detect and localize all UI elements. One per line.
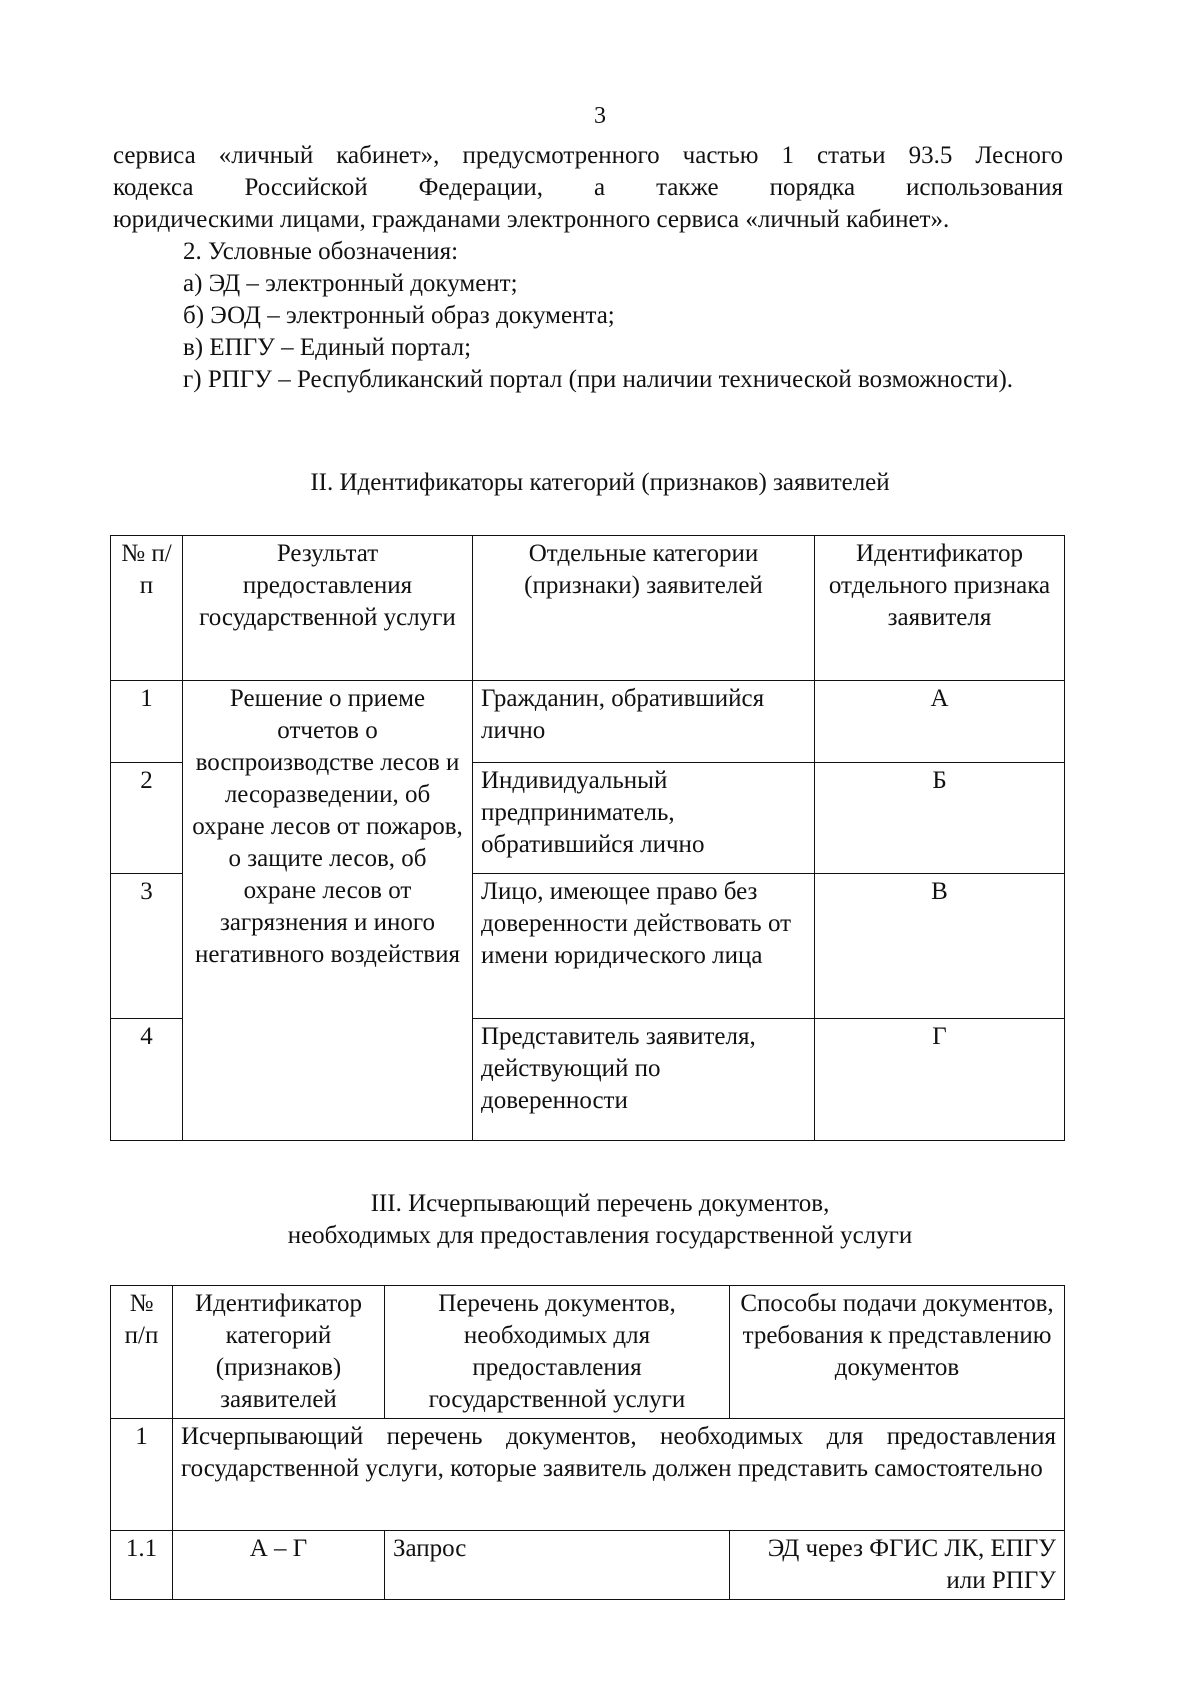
documents-table [110,1285,1065,1600]
category-id-cell: А – Г [173,1531,385,1600]
submission-method-cell: ЭД через ФГИС ЛК, ЕПГУ или РПГУ [730,1531,1065,1600]
identifier-cell: А [815,681,1065,763]
row-num: 1 [111,1419,173,1531]
identifier-cell: Б [815,763,1065,874]
document-cell: Запрос [385,1531,730,1600]
row-num: 2 [111,763,183,874]
row-num: 1 [111,681,183,763]
header-submission-methods: Способы подачи документов, требования к представлению документов [730,1286,1065,1419]
intro-line-3: юридическими лицами, гражданами электронного сервиса «личный кабинет». [113,206,950,233]
table-row [111,681,1065,763]
category-cell: Индивидуальный предприниматель, обратившийся лично [473,763,815,874]
legend-item-rpgu: г) РПГУ – Республиканский портал (при наличии технической возможности). [183,366,1014,393]
row-num: 1.1 [111,1531,173,1600]
legend-item-epgu: в) ЕПГУ – Единый портал; [183,334,472,361]
row-num: 4 [111,1019,183,1141]
header-result: Результат предоставления государственной услуги [183,536,473,681]
table-row [111,1531,1065,1600]
intro-line-2: кодекса Российской Федерации, а также порядка использования [113,174,1063,201]
header-num: № п/п [111,536,183,681]
section-2-title: II. Идентификаторы категорий (признаков) заявителей [310,469,890,496]
category-cell: Лицо, имеющее право без доверенности действовать от имени юридического лица [473,874,815,1019]
table-header-row [111,1286,1065,1419]
applicant-categories-table [110,535,1065,1141]
header-documents: Перечень документов, необходимых для предоставления государственной услуги [385,1286,730,1419]
identifier-cell: В [815,874,1065,1019]
legend-item-ed: а) ЭД – электронный документ; [183,270,518,297]
legend-item-eod: б) ЭОД – электронный образ документа; [183,302,615,329]
category-cell: Гражданин, обратившийся лично [473,681,815,763]
category-cell: Представитель заявителя, действующий по доверенности [473,1019,815,1141]
header-num: № п/п [111,1286,173,1419]
intro-line-1: сервиса «личный кабинет», предусмотренного частью 1 статьи 93.5 Лесного [113,142,1063,169]
table-header-row [111,536,1065,681]
header-categories: Отдельные категории (признаки) заявителей [473,536,815,681]
row-num: 3 [111,874,183,1019]
intro-text [113,140,1063,396]
section-row-text: Исчерпывающий перечень документов, необходимых для предоставления государственной услуги, которые заявитель должен представить самостоятельно [173,1419,1065,1531]
page-number: 3 [594,103,606,129]
result-cell: Решение о приеме отчетов о воспроизводстве лесов и лесоразведении, об охране лесов от пожаров, о защите лесов, об охране лесов от загрязнения и иного негативного воздействия [183,681,473,1141]
table-row [111,1419,1065,1531]
section-3-title-line-2: необходимых для предоставления государственной услуги [287,1222,913,1249]
legend-heading: 2. Условные обозначения: [183,238,459,265]
header-category-id: Идентификатор категорий (признаков) заявителей [173,1286,385,1419]
header-identifier: Идентификатор отдельного признака заявителя [815,536,1065,681]
section-3-title-line-1: III. Исчерпывающий перечень документов, [370,1190,830,1217]
identifier-cell: Г [815,1019,1065,1141]
